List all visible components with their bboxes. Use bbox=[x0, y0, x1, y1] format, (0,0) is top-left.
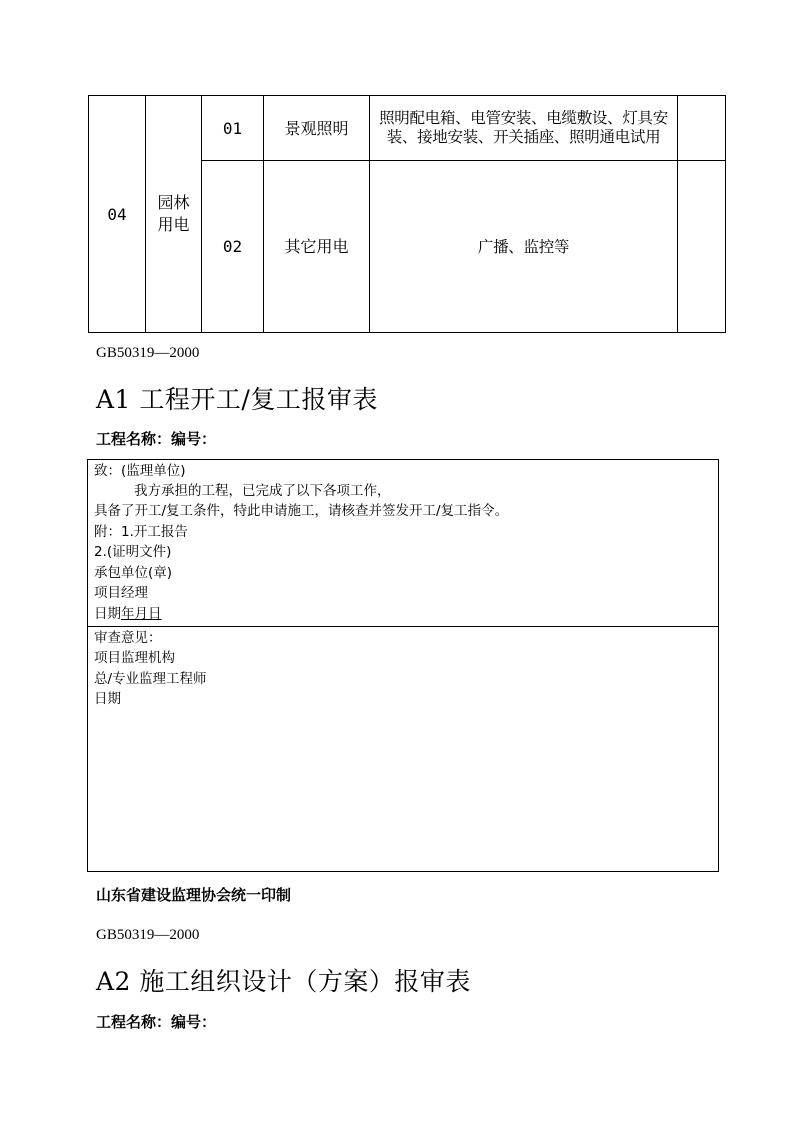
attachment-1: 附：1.开工报告 bbox=[94, 524, 188, 540]
review-opinion-label: 审查意见： bbox=[94, 630, 162, 646]
table-row bbox=[89, 96, 726, 161]
form-title: A1 工程开工/复工报审表 bbox=[96, 385, 378, 414]
printer-footer: 山东省建设监理协会统一印制 bbox=[96, 886, 292, 904]
engineer-line: 总/专业监理工程师 bbox=[94, 671, 207, 687]
item-number-cell: 02 bbox=[202, 161, 264, 333]
date-line bbox=[94, 604, 162, 624]
item-work-cell bbox=[370, 161, 678, 333]
item-remark-cell bbox=[678, 96, 726, 161]
application-form bbox=[87, 459, 719, 872]
item-name-cell: 景观照明 bbox=[264, 96, 370, 161]
date-label: 日期 bbox=[94, 606, 121, 622]
project-manager-line: 项目经理 bbox=[94, 585, 148, 601]
item-number-cell: 01 bbox=[202, 96, 264, 161]
date-fields: 年月日 bbox=[121, 606, 162, 622]
addressee-line: 致：(监理单位) bbox=[94, 463, 186, 479]
supervision-org-line: 项目监理机构 bbox=[94, 650, 175, 666]
group-number-cell: 04 bbox=[89, 96, 146, 333]
item-work-text: 照明配电箱、电管安装、电缆敷设、灯具安装、接地安装、开关插座、照明通电试用 bbox=[379, 109, 668, 146]
attachment-2: 2.(证明文件) bbox=[94, 544, 172, 560]
statement-line-2: 具备了开工/复工条件，特此申请施工，请核查并签发开工/复工指令。 bbox=[94, 503, 509, 519]
group-name-text: 园林用电 bbox=[157, 193, 190, 234]
item-remark-cell bbox=[678, 161, 726, 333]
work-breakdown-table bbox=[88, 95, 726, 333]
project-name-line: 工程名称：编号： bbox=[96, 1013, 217, 1031]
item-work-cell bbox=[370, 96, 678, 161]
project-name-line: 工程名称：编号： bbox=[96, 430, 217, 448]
application-section bbox=[88, 460, 718, 627]
form-title: A2 施工组织设计（方案）报审表 bbox=[96, 967, 471, 996]
item-name-cell: 其它用电 bbox=[264, 161, 370, 333]
contractor-line: 承包单位(章) bbox=[94, 565, 173, 581]
standard-code: GB50319—2000 bbox=[96, 927, 200, 943]
item-work-text: 广播、监控等 bbox=[477, 237, 570, 256]
standard-code: GB50319—2000 bbox=[96, 345, 200, 361]
group-name-cell bbox=[146, 96, 202, 333]
statement-line-1: 我方承担的工程，已完成了以下各项工作， bbox=[134, 483, 391, 499]
review-date-line: 日期 bbox=[94, 691, 121, 707]
